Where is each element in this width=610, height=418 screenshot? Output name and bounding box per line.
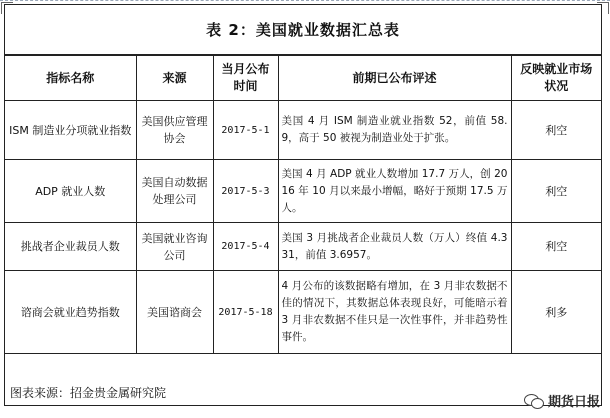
- cell-impact: 利空: [511, 223, 601, 271]
- watermark: [524, 391, 600, 410]
- table-title: 表 2：美国就业数据汇总表: [5, 5, 601, 55]
- cell-review: 美国 4 月 ADP 就业人数增加 17.7 万人，创 2016 年 10 月以来最小增幅，略好于预期 17.5 万人。: [278, 160, 511, 223]
- source-note: 图表来源：招金贵金属研究院: [10, 385, 167, 400]
- cell-date: 2017-5-1: [213, 101, 278, 160]
- cell-source: 美国谘商会: [136, 271, 213, 354]
- header-indicator: 指标名称: [5, 56, 136, 101]
- header-date: 当月公布时间: [213, 56, 278, 101]
- table-row: [5, 160, 601, 223]
- cell-source: 美国就业咨询公司: [136, 223, 213, 271]
- cell-review: 美国 4 月 ISM 制造业就业指数 52，前值 58.9，高于 50 被视为制造业处于扩张。: [278, 101, 511, 160]
- cell-indicator: 挑战者企业裁员人数: [5, 223, 136, 271]
- table-header-row: [5, 56, 601, 101]
- header-source: 来源: [136, 56, 213, 101]
- cell-source: 美国自动数据处理公司: [136, 160, 213, 223]
- cell-indicator: 谘商会就业趋势指数: [5, 271, 136, 354]
- cell-date: 2017-5-3: [213, 160, 278, 223]
- cell-impact: 利空: [511, 101, 601, 160]
- header-review: 前期已公布评述: [278, 56, 511, 101]
- table-row: [5, 271, 601, 354]
- cell-date: 2017-5-18: [213, 271, 278, 354]
- employment-data-table: [5, 55, 601, 354]
- table-row: [5, 223, 601, 271]
- cell-review: 美国 3 月挑战者企业裁员人数（万人）终值 4.331，前值 3.6957。: [278, 223, 511, 271]
- header-impact: 反映就业市场状况: [511, 56, 601, 101]
- cell-date: 2017-5-4: [213, 223, 278, 271]
- cell-review: 4 月公布的该数据略有增加，在 3 月非农数据不佳的情况下，其数据总体表现良好，可能暗示着 3 月非农数据不佳只是一次性事件，并非趋势性事件。: [278, 271, 511, 354]
- cell-impact: 利空: [511, 160, 601, 223]
- document-table-frame: [4, 4, 602, 406]
- table-row: [5, 101, 601, 160]
- cell-indicator: ISM 制造业分项就业指数: [5, 101, 136, 160]
- wechat-icon: [524, 393, 544, 409]
- cell-source: 美国供应管理协会: [136, 101, 213, 160]
- watermark-text: 期货日报: [547, 395, 600, 410]
- cell-indicator: ADP 就业人数: [5, 160, 136, 223]
- cell-impact: 利多: [511, 271, 601, 354]
